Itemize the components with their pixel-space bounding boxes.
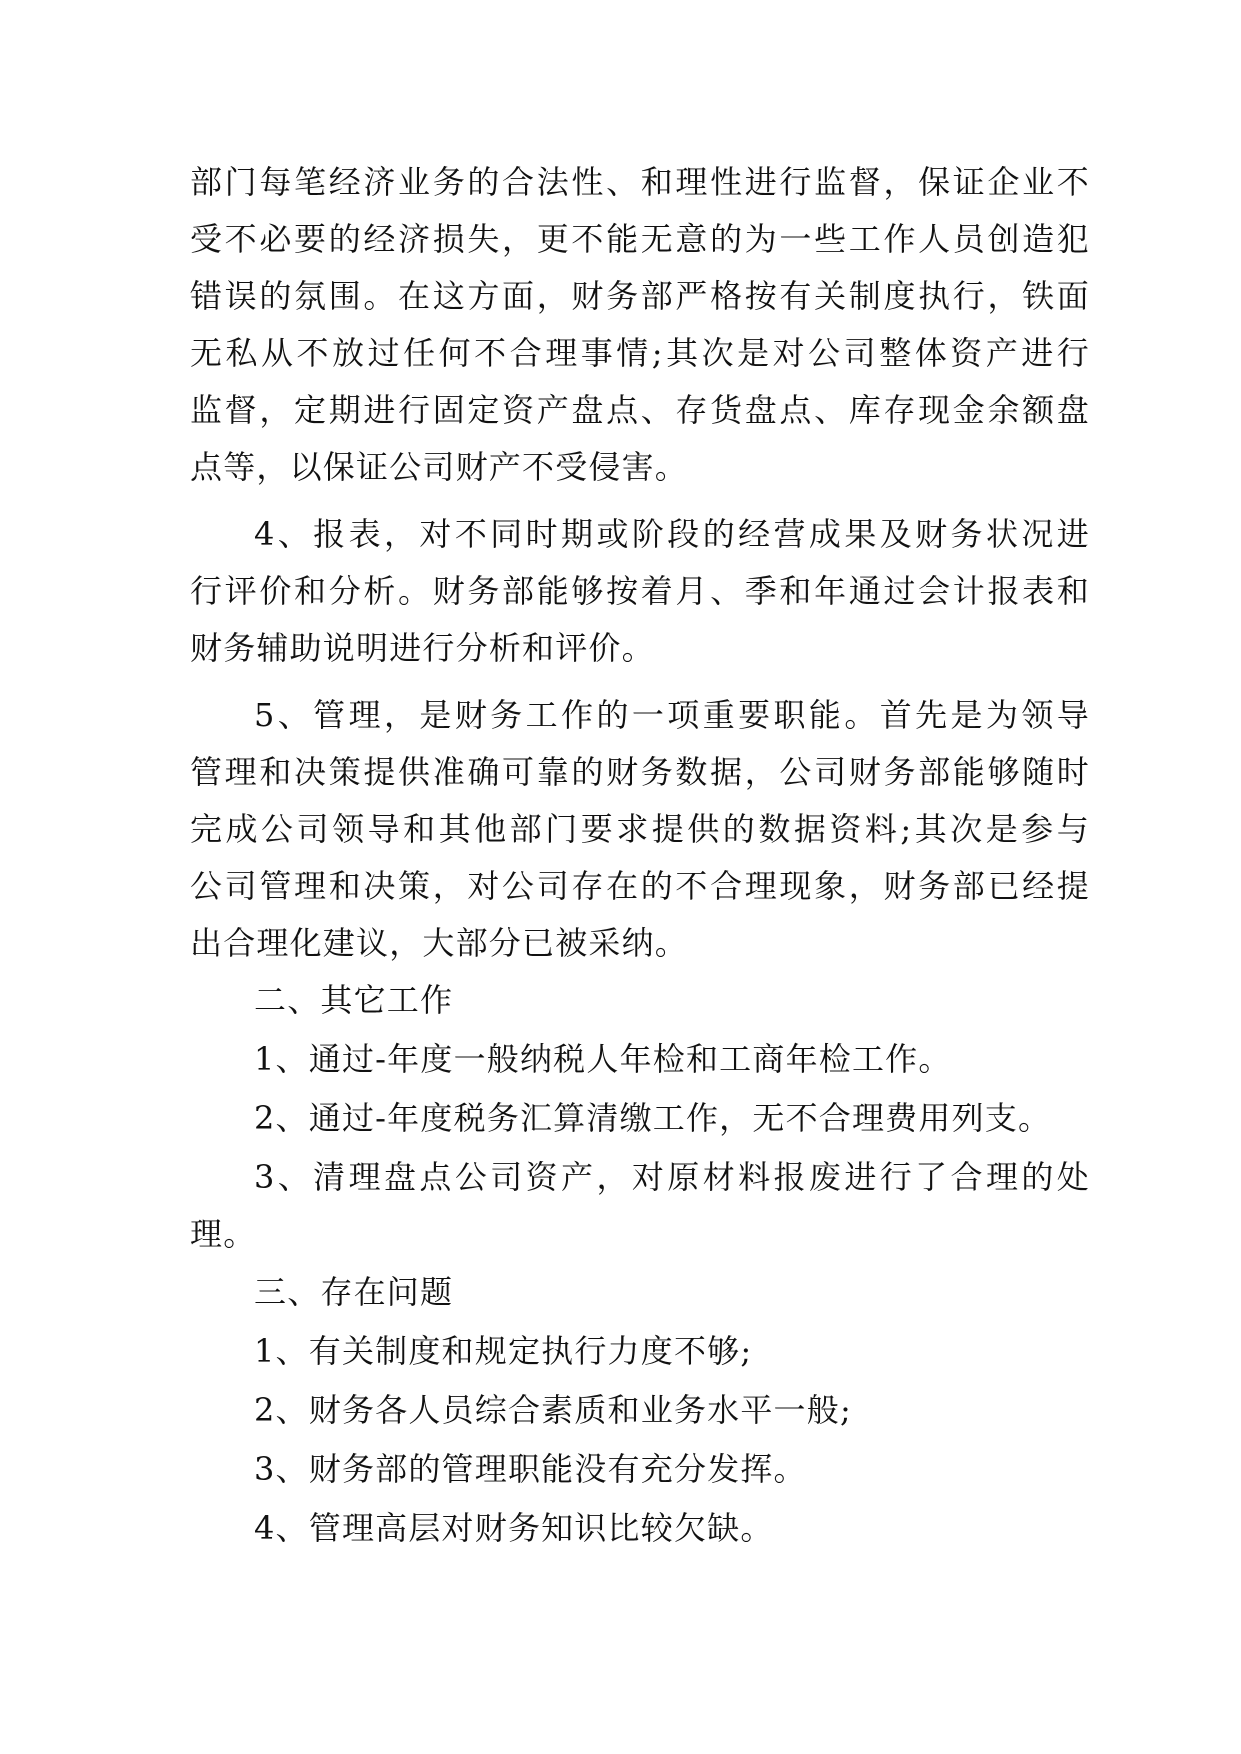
list-item: 3、财务部的管理职能没有充分发挥。: [254, 1450, 807, 1488]
body-text-line: 监督，定期进行固定资产盘点、存货盘点、库存现金余额盘: [190, 391, 1090, 429]
list-item: 3、清理盘点公司资产，对原材料报废进行了合理的处: [254, 1158, 1090, 1196]
body-text-line: 财务辅助说明进行分析和评价。: [190, 629, 655, 667]
list-item: 1、有关制度和规定执行力度不够;: [254, 1332, 753, 1370]
list-item: 2、通过-年度税务汇算清缴工作，无不合理费用列支。: [254, 1099, 1052, 1137]
body-text-line: 管理和决策提供准确可靠的财务数据，公司财务部能够随时: [190, 753, 1090, 791]
list-item: 1、通过-年度一般纳税人年检和工商年检工作。: [254, 1040, 952, 1078]
body-text-line: 受不必要的经济损失，更不能无意的为一些工作人员创造犯: [190, 220, 1090, 258]
body-text-line: 出合理化建议，大部分已被采纳。: [190, 924, 689, 962]
list-item: 4、管理高层对财务知识比较欠缺。: [254, 1509, 774, 1547]
section-heading: 三、存在问题: [254, 1273, 454, 1311]
body-text-line: 公司管理和决策，对公司存在的不合理现象，财务部已经提: [190, 867, 1090, 905]
body-text-line: 错误的氛围。在这方面，财务部严格按有关制度执行，铁面: [190, 277, 1090, 315]
body-text-line: 点等，以保证公司财产不受侵害。: [190, 448, 689, 486]
body-text-line: 无私从不放过任何不合理事情;其次是对公司整体资产进行: [190, 334, 1090, 372]
section-heading: 二、其它工作: [254, 981, 454, 1019]
list-item-continuation: 理。: [190, 1215, 257, 1253]
body-text-line: 部门每笔经济业务的合法性、和理性进行监督，保证企业不: [190, 163, 1090, 201]
body-text-line: 行评价和分析。财务部能够按着月、季和年通过会计报表和: [190, 572, 1090, 610]
paragraph-4-first-line: 4、报表，对不同时期或阶段的经营成果及财务状况进: [254, 515, 1090, 553]
list-item: 2、财务各人员综合素质和业务水平一般;: [254, 1391, 852, 1429]
paragraph-5-first-line: 5、管理，是财务工作的一项重要职能。首先是为领导: [254, 696, 1090, 734]
body-text-line: 完成公司领导和其他部门要求提供的数据资料;其次是参与: [190, 810, 1090, 848]
